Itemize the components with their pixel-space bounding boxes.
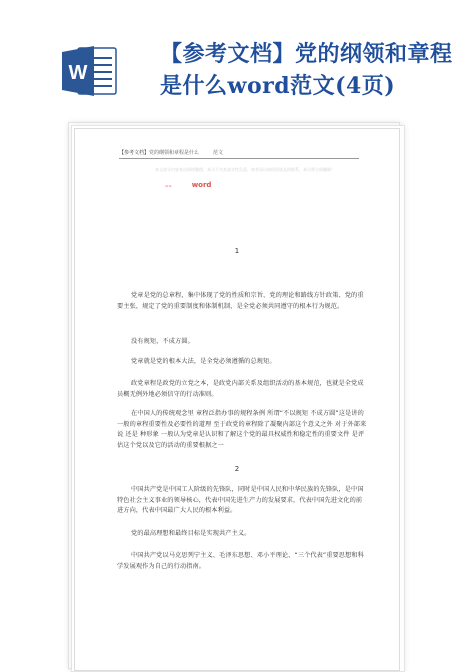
paragraph: 在中国人的传统观念里 章程泛指办事的规程条例 所谓“不以规矩 不成方圆”这是讲的一般的章程重要性及必要性的道理 至于政党的章程除了凝聚内部这个意义之外 对于外部来说 还是 种形象 一般认为党章是认识和了解这个党的最具权威性和稳定性的重要文件 是评估这个党以及它的活动的重要根据之一 (117, 410, 367, 449)
paragraph: 党章是党的总章程，集中体现了党的性质和宗旨、党的理论和路线方针政策、党的重要主张，规定了党的重要制度和体制机制，是全党必须共同遵守的根本行为规范。 (117, 292, 364, 310)
paragraph: 党章就是党的根本大法，是全党必须遵循的总规矩。 (131, 358, 276, 365)
title-line-2: 是什么word范文(4页) (160, 73, 396, 99)
word-icon (60, 42, 118, 100)
word-tag-mark: == (165, 183, 172, 188)
document-page (74, 128, 400, 671)
svg-text:W: W (68, 62, 88, 84)
paragraph: 没有规矩，不成方圆。 (131, 338, 194, 345)
document-preview (74, 128, 400, 669)
running-head-suffix: 范文 (213, 150, 224, 156)
page-number-2: 2 (234, 465, 240, 473)
paragraph: 党的最高理想和最终目标是实现共产主义。 (131, 530, 251, 537)
paragraph: 中国共产党是中国工人阶级的先锋队，同时是中国人民和中华民族的先锋队，是中国特色社会主义事业的领导核心，代表中国先进生产力的发展要求，代表中国先进文化的前进方向，代表中国最广大人民的根本利益。 (117, 486, 364, 514)
title-line-1: 【参考文档】党的纲领和章程 (160, 41, 453, 67)
word-tag (165, 181, 211, 189)
word-tag-label: word (191, 181, 212, 189)
running-head-tag: 【参考文档】 (119, 150, 150, 156)
page-title (160, 38, 460, 102)
running-head (119, 149, 359, 159)
watermark-notice: 本文部分内容来自网络整理，本司不为其真实性负责，如有异议或侵权请及时联系，本司将立即删除！ (155, 167, 335, 172)
header (0, 0, 474, 112)
paragraph: 政党章程是政党的立党之本，是政党内部关系及组织活动的基本规范，也就是全党成员概无例外地必须信守的行动准则。 (117, 380, 364, 398)
running-head-title: 党的纲领和章程是什么 (149, 150, 200, 156)
page-number-1: 1 (234, 247, 240, 255)
paragraph: 中国共产党以马克思列宁主义、毛泽东思想、邓小平理论、“三个代表”重要思想和科学发展观作为自己的行动指南。 (117, 552, 364, 570)
